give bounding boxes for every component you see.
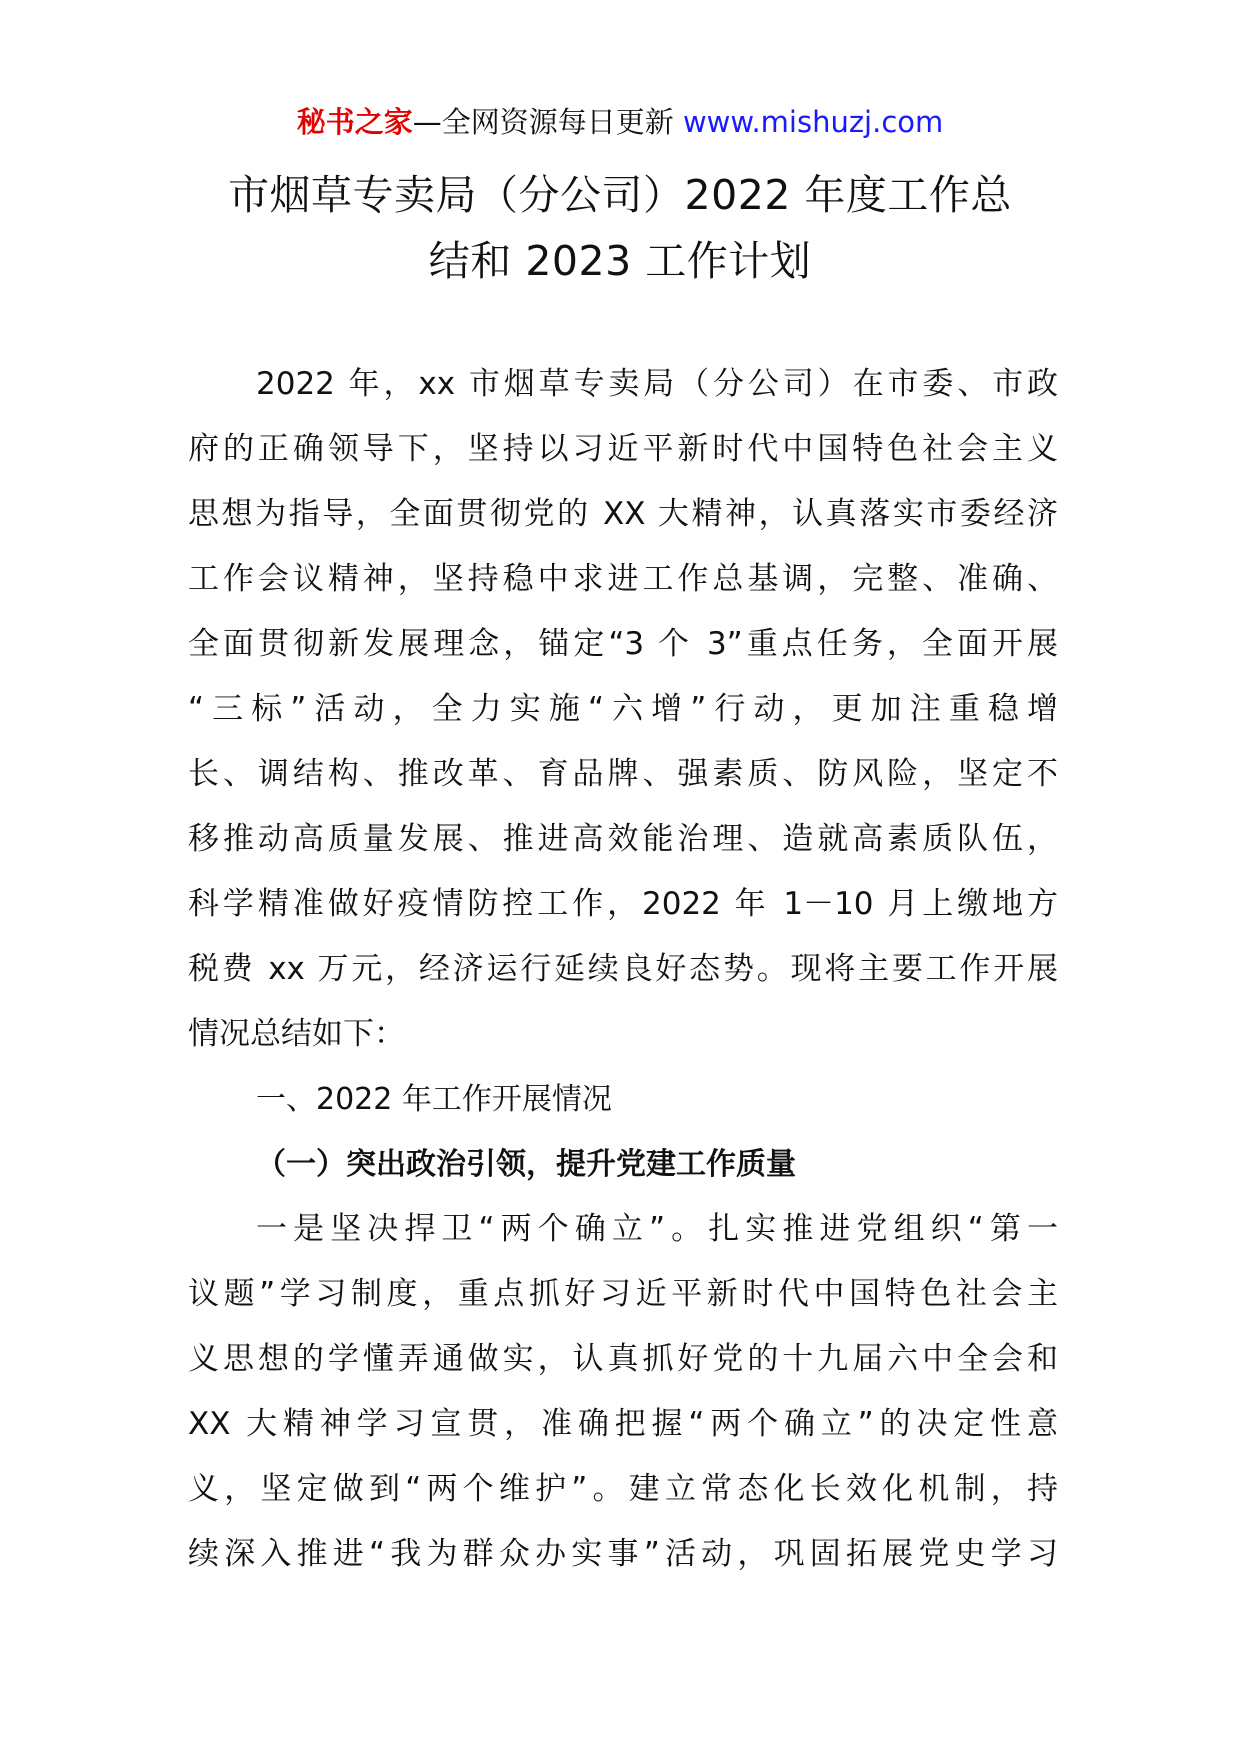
text-line: 义，坚定做到“两个维护”。建立常态化长效化机制，持 <box>188 1471 1058 1507</box>
text-line: “三标”活动，全力实施“六增”行动，更加注重稳增 <box>188 691 1058 727</box>
title-line-1: 市烟草专卖局（分公司）2022 年度工作总 <box>228 171 1012 219</box>
text-line: 2022 年，xx 市烟草专卖局（分公司）在市委、市政 <box>256 366 1058 402</box>
site-url: www.mishuzj.com <box>682 105 944 139</box>
site-header <box>0 102 1240 142</box>
text-line: 税费 xx 万元，经济运行延续良好态势。现将主要工作开展 <box>188 951 1058 987</box>
text-line: 长、调结构、推改革、育品牌、强素质、防风险，坚定不 <box>188 756 1058 792</box>
text-line: 情况总结如下： <box>188 1016 405 1052</box>
text-line: 续深入推进“我为群众办实事”活动，巩固拓展党史学习 <box>188 1536 1058 1572</box>
subsection-heading: （一）突出政治引领，提升党建工作质量 <box>256 1147 796 1182</box>
body-paragraph <box>188 1197 1058 1587</box>
text-line: 府的正确领导下，坚持以习近平新时代中国特色社会主义 <box>188 431 1058 467</box>
brand-name: 秘书之家 <box>296 105 413 139</box>
text-line: 科学精准做好疫情防控工作，2022 年 1－10 月上缴地方 <box>188 886 1058 922</box>
text-line: 工作会议精神，坚持稳中求进工作总基调，完整、准确、 <box>188 561 1058 597</box>
document-body <box>188 352 1058 1587</box>
document-title <box>160 162 1080 294</box>
title-line-2: 结和 2023 工作计划 <box>428 237 812 285</box>
section-heading: 一、2022 年工作开展情况 <box>256 1082 612 1117</box>
text-line: 全面贯彻新发展理念，锚定“3 个 3”重点任务，全面开展 <box>188 626 1058 662</box>
text-line: 一是坚决捍卫“两个确立”。扎实推进党组织“第一 <box>256 1211 1058 1247</box>
text-line: 议题”学习制度，重点抓好习近平新时代中国特色社会主 <box>188 1276 1058 1312</box>
text-line: 思想为指导，全面贯彻党的 XX 大精神，认真落实市委经济 <box>188 496 1058 532</box>
text-line: 移推动高质量发展、推进高效能治理、造就高素质队伍， <box>188 821 1058 857</box>
text-line: XX 大精神学习宣贯，准确把握“两个确立”的决定性意 <box>188 1406 1058 1442</box>
intro-paragraph <box>188 352 1058 1067</box>
header-slogan: —全网资源每日更新 <box>412 105 683 139</box>
text-line: 义思想的学懂弄通做实，认真抓好党的十九届六中全会和 <box>188 1341 1058 1377</box>
